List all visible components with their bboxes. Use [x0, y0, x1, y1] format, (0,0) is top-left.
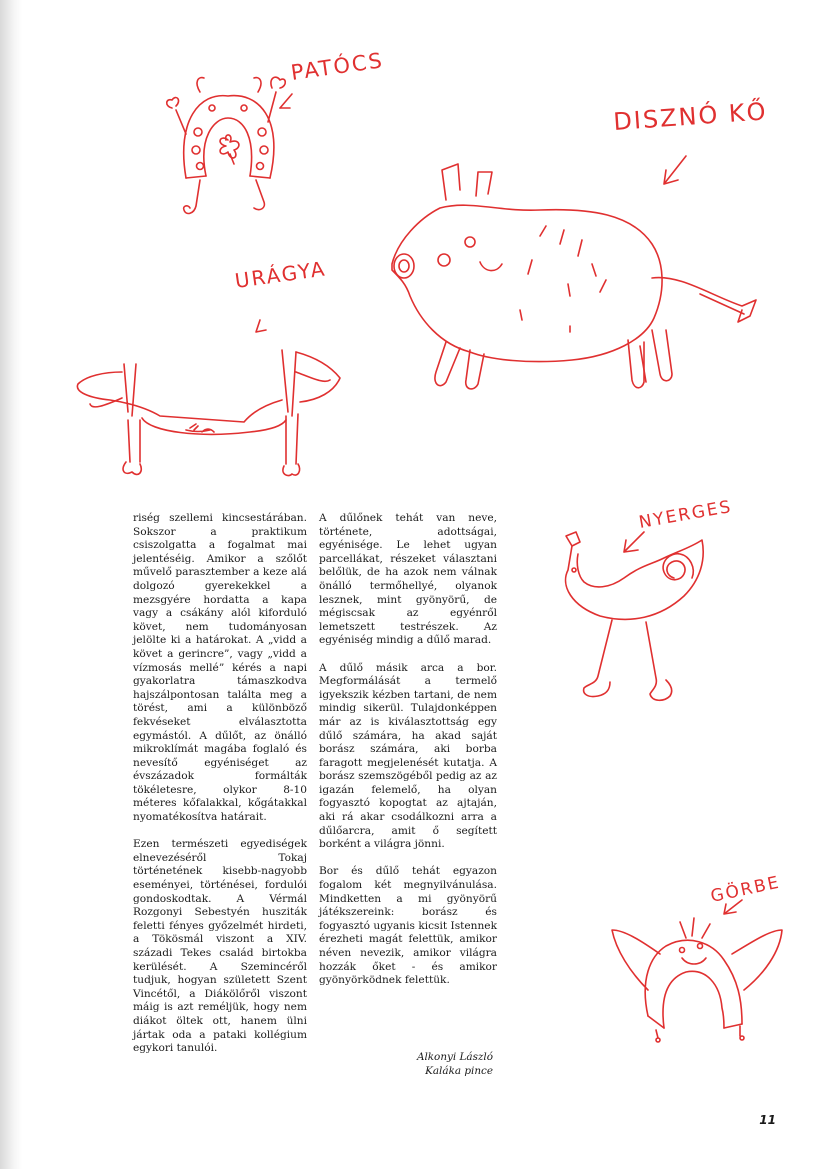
paragraph: riség szellemi kincsestárában. Sokszor a praktikum csiszolgatta a fogalmat mai jelentéséig. Amikor a szőlőt művelő parasztember a keze alá dolgozó gyerekekkel a mezsgyére hordatta a kapa vagy a csákány alól kiforduló követ, nem tudományosan jelölte ki a határokat. A „vidd a követ a gerincre”, vagy „vidd a vízmosás mellé” kérés a napi gyakorlatra támaszkodva hajszálpontosan találta meg a törést, ami a különböző fekvéseket elválasztotta egymástól. A dűlőt, az önálló mikroklímát magába foglaló és nevesítő egyéniséget az évszázadok formálták tökéletesre, olykor 8-10 méteres kőfalakkal, kőgátakkal nyomatékosítva határait. — [133, 512, 307, 824]
paragraph: A dűlő másik arca a bor. Megformálását a termelő igyekszik kézben tartani, de nem mindig sikerül. Tulajdonképpen már az is kiválasztottság egy dűlő számára, ha akad saját borász számára, aki borba faragott megjelenését kutatja. A borász szemszögéből pedig az az igazán felemelő, ha olyan fogyasztó kopogtat az ajtaján, aki rá akar csodálkozni arra a dűlőarcra, amit ő segített borként a világra jönni. — [319, 661, 497, 851]
text-column-left — [133, 512, 307, 1069]
paragraph: Ezen természeti egyediségek elnevezéséről Tokaj történetének kisebb-nagyobb eseményei, történései, fordulói gondoskodtak. A Vérmál Rozgonyi Sebestyén husziták feletti fényes győzelmét hirdeti, a Tökösmál viszont a XIV. századi Tekes család birtokba kerülését. A Szemincéről tudjuk, hogyan született Szent Vincétől, a Diákölőről viszont máig is azt reméljük, hogy nem diákot öltek ott, hanem ülni jártak oda a pataki kollégium egykori tanulói. — [133, 838, 307, 1055]
paragraph: A dűlőnek tehát van neve, története, adottságai, egyénisége. Le lehet ugyan parcellákat, részeket választani belőlük, de ha azok nem válnak önálló termőhellyé, olyanok lesznek, mint gyönyörű, de mégiscsak az egyénről lemetszett testrészek. Az egyéniség mindig a dűlő marad. — [319, 512, 497, 647]
child-drawings — [0, 0, 827, 500]
label-uragya: URÁGYA — [233, 256, 328, 293]
author-signature — [380, 1050, 493, 1078]
uragya-drawing — [77, 320, 340, 476]
label-patocs: PATÓCS — [289, 48, 386, 85]
nyerges-drawing — [566, 532, 704, 700]
label-disznoko: DISZNÓ KŐ — [612, 97, 769, 136]
author-name: Alkonyi László — [416, 1051, 493, 1063]
label-gorbe: GÖRBE — [708, 872, 783, 907]
disznoko-drawing — [392, 156, 756, 389]
page-number: 11 — [759, 1113, 776, 1127]
gorbe-drawing — [612, 900, 782, 1042]
paragraph: Bor és dűlő tehát egyazon fogalom két megnyilvánulása. Mindketten a mi gyönyörű játékszereink: borász és fogyasztó ugyanis kicsit Istennek érezheti magát felettük, amikor néven nevezik, amikor világra hozzák őket - és amikor gyönyörködnek felettük. — [319, 865, 497, 987]
patocs-drawing — [167, 77, 292, 213]
text-column-right — [319, 512, 497, 1001]
label-nyerges: NYERGES — [637, 496, 734, 533]
winery-name: Kaláka pince — [425, 1065, 493, 1077]
